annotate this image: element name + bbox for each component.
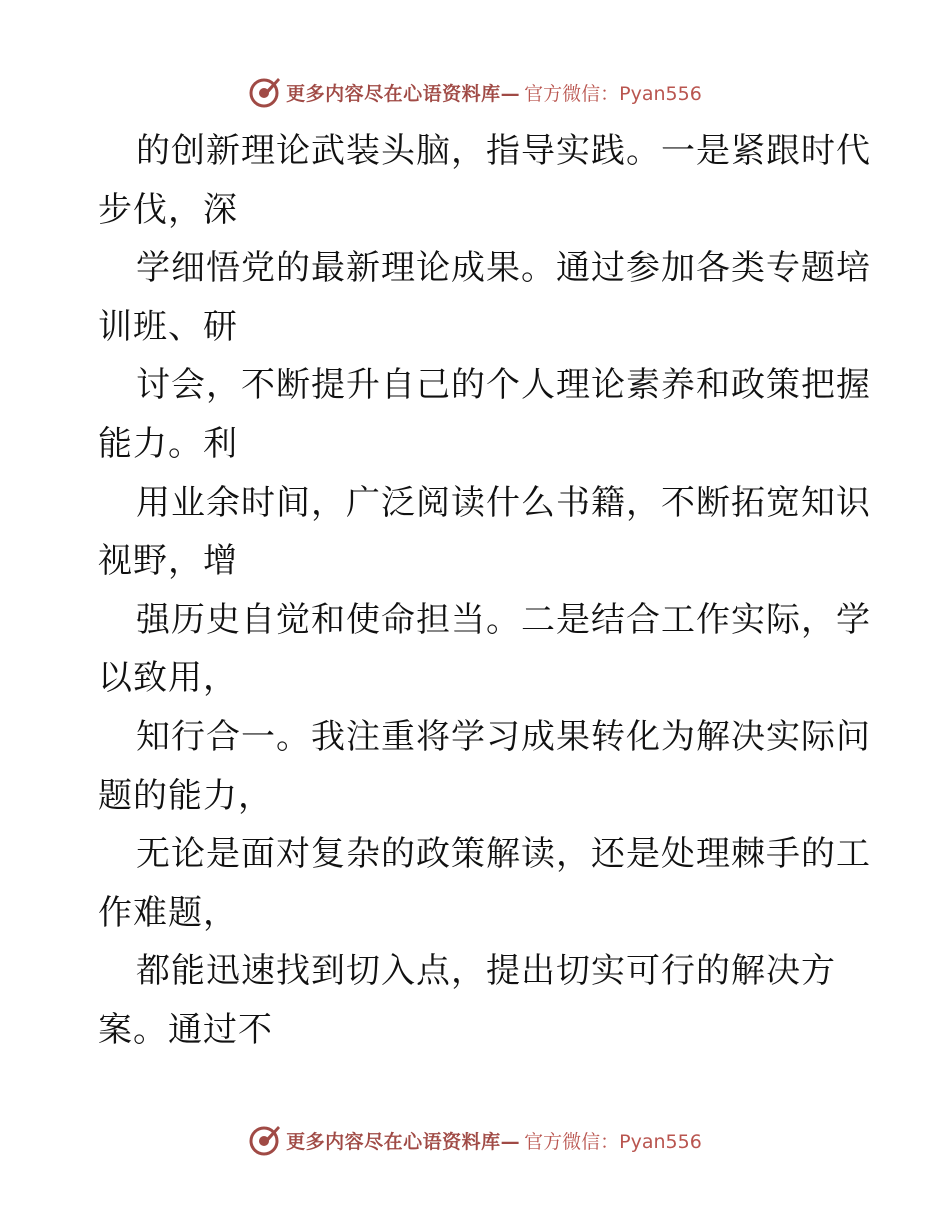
text-line: 无论是面对复杂的政策解读，还是处理棘手的工	[136, 834, 871, 875]
text-line: 知行合一。我注重将学习成果转化为解决实际问	[136, 716, 871, 757]
header-banner	[0, 72, 950, 112]
text-line: 的创新理论武装头脑，指导实践。一是紧跟时代	[136, 131, 871, 171]
text-line: 视野，增	[98, 541, 238, 582]
text-line: 强历史自觉和使命担当。二是结合工作实际，学	[136, 599, 871, 640]
text-line: 案。通过不	[98, 1009, 273, 1050]
text-line: 都能迅速找到切入点，提出切实可行的解决方	[136, 951, 836, 992]
footer-banner	[0, 1120, 950, 1160]
text-line: 讨会，不断提升自己的个人理论素养和政策把握	[136, 365, 871, 406]
banner-wechat-text: 官方微信：Pyan556	[524, 82, 702, 105]
quill-logo-icon	[248, 1123, 282, 1157]
text-line: 题的能力，	[98, 775, 273, 816]
document-body	[98, 122, 871, 1060]
text-line: 能力。利	[98, 423, 238, 464]
text-line: 以致用，	[98, 658, 238, 699]
banner-library-text: 更多内容尽在心语资料库—	[286, 1130, 521, 1153]
text-line: 训班、研	[98, 306, 238, 347]
text-line: 步伐，深	[98, 189, 238, 230]
banner-library-text: 更多内容尽在心语资料库—	[286, 82, 521, 105]
text-line: 用业余时间，广泛阅读什么书籍，不断拓宽知识	[136, 482, 871, 523]
quill-logo-icon	[248, 75, 282, 109]
footer-banner-inner	[248, 1123, 702, 1157]
text-line: 作难题，	[98, 892, 238, 933]
banner-wechat-text: 官方微信：Pyan556	[524, 1130, 702, 1153]
header-banner-inner	[248, 75, 702, 109]
text-line: 学细悟党的最新理论成果。通过参加各类专题培	[136, 248, 871, 289]
